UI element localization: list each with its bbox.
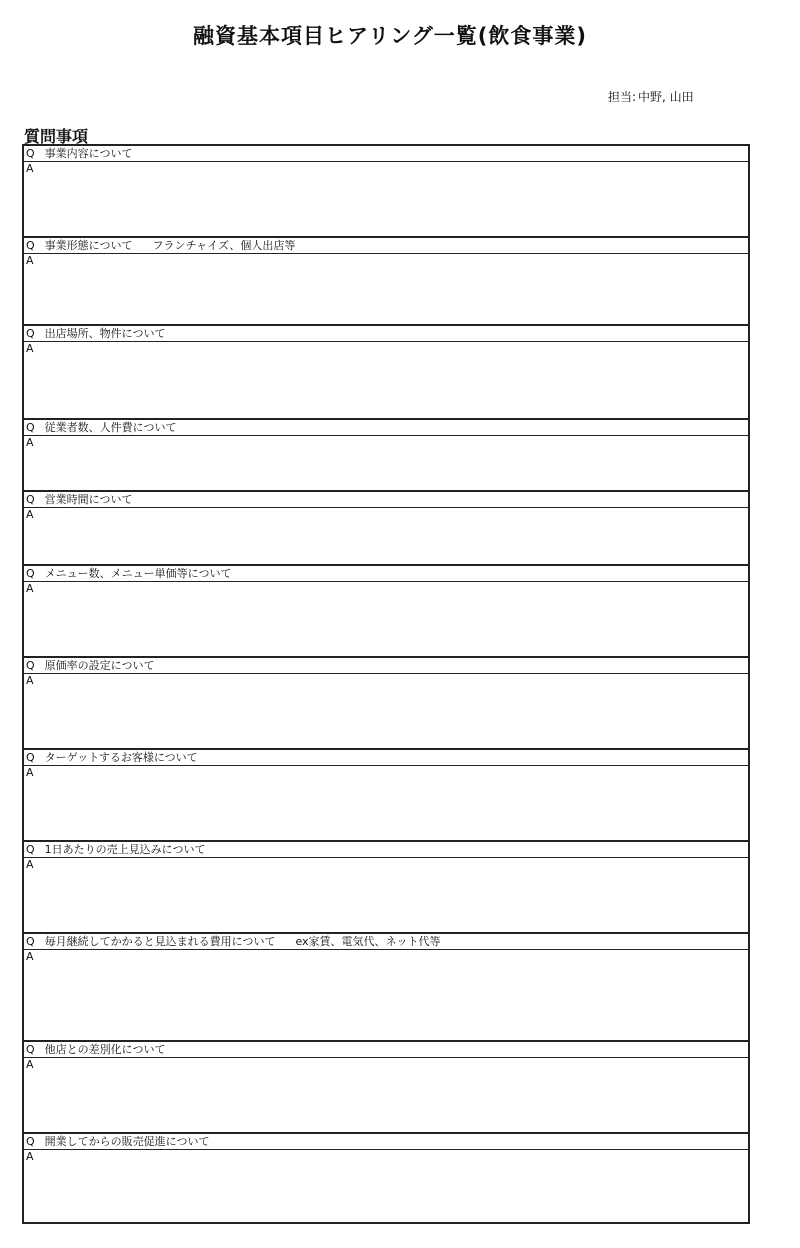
- qa-block: [24, 1132, 748, 1222]
- question-row: [24, 564, 748, 582]
- question-text: 営業時間について: [44, 493, 133, 506]
- q-mark: Q: [26, 659, 35, 672]
- a-mark: A: [26, 508, 34, 521]
- a-mark: A: [26, 582, 34, 595]
- a-mark: A: [26, 766, 34, 779]
- question-note: ex家賃、電気代、ネット代等: [295, 935, 441, 948]
- a-mark: A: [26, 950, 34, 963]
- qa-block: [24, 656, 748, 748]
- qa-block: [24, 144, 748, 236]
- qa-block: [24, 748, 748, 840]
- answer-field[interactable]: [24, 254, 748, 324]
- a-mark: A: [26, 858, 34, 871]
- qa-block: [24, 564, 748, 656]
- answer-field[interactable]: [24, 1058, 748, 1132]
- staff-label: 担当:: [608, 90, 637, 104]
- a-mark: A: [26, 674, 34, 687]
- qa-block: [24, 840, 748, 932]
- question-text: 事業内容について: [44, 147, 133, 160]
- staff-line: [608, 88, 694, 105]
- answer-field[interactable]: [24, 766, 748, 840]
- question-row: [24, 144, 748, 162]
- question-text: 1日あたりの売上見込みについて: [44, 843, 206, 856]
- question-row: [24, 1132, 748, 1150]
- question-note: フランチャイズ、個人出店等: [152, 239, 296, 252]
- a-mark: A: [26, 342, 34, 355]
- question-row: [24, 932, 748, 950]
- question-row: [24, 324, 748, 342]
- qa-block: [24, 324, 748, 418]
- answer-field[interactable]: [24, 950, 748, 1040]
- qa-block: [24, 418, 748, 490]
- q-mark: Q: [26, 567, 35, 580]
- q-mark: Q: [26, 421, 35, 434]
- qa-table: [22, 144, 750, 1224]
- question-row: [24, 236, 748, 254]
- answer-field[interactable]: [24, 858, 748, 932]
- section-heading: 質問事項: [24, 127, 89, 146]
- a-mark: A: [26, 162, 34, 175]
- q-mark: Q: [26, 493, 35, 506]
- q-mark: Q: [26, 1043, 35, 1056]
- answer-field[interactable]: [24, 508, 748, 564]
- question-row: [24, 656, 748, 674]
- answer-field[interactable]: [24, 436, 748, 490]
- answer-field[interactable]: [24, 342, 748, 418]
- question-row: [24, 418, 748, 436]
- staff-names: 中野, 山田: [638, 90, 694, 104]
- answer-field[interactable]: [24, 674, 748, 748]
- q-mark: Q: [26, 751, 35, 764]
- q-mark: Q: [26, 327, 35, 340]
- question-text: ターゲットするお客様について: [44, 751, 198, 764]
- qa-block: [24, 932, 748, 1040]
- question-row: [24, 1040, 748, 1058]
- document-title: 融資基本項目ヒアリング一覧(飲食事業): [193, 24, 587, 48]
- q-mark: Q: [26, 147, 35, 160]
- answer-field[interactable]: [24, 582, 748, 656]
- question-text: 事業形態について: [44, 239, 133, 252]
- question-text: 開業してからの販売促進について: [44, 1135, 210, 1148]
- question-text: 原価率の設定について: [44, 659, 155, 672]
- a-mark: A: [26, 436, 34, 449]
- qa-block: [24, 1040, 748, 1132]
- answer-field[interactable]: [24, 162, 748, 236]
- a-mark: A: [26, 1058, 34, 1071]
- question-text: 他店との差別化について: [44, 1043, 166, 1056]
- question-text: 従業者数、人件費について: [44, 421, 177, 434]
- qa-block: [24, 490, 748, 564]
- q-mark: Q: [26, 935, 35, 948]
- qa-block: [24, 236, 748, 324]
- a-mark: A: [26, 254, 34, 267]
- question-text: メニュー数、メニュー単価等について: [44, 567, 232, 580]
- a-mark: A: [26, 1150, 34, 1163]
- question-row: [24, 840, 748, 858]
- question-text: 毎月継続してかかると見込まれる費用について: [44, 935, 276, 948]
- q-mark: Q: [26, 239, 35, 252]
- q-mark: Q: [26, 843, 35, 856]
- question-row: [24, 748, 748, 766]
- question-text: 出店場所、物件について: [44, 327, 166, 340]
- answer-field[interactable]: [24, 1150, 748, 1222]
- question-row: [24, 490, 748, 508]
- q-mark: Q: [26, 1135, 35, 1148]
